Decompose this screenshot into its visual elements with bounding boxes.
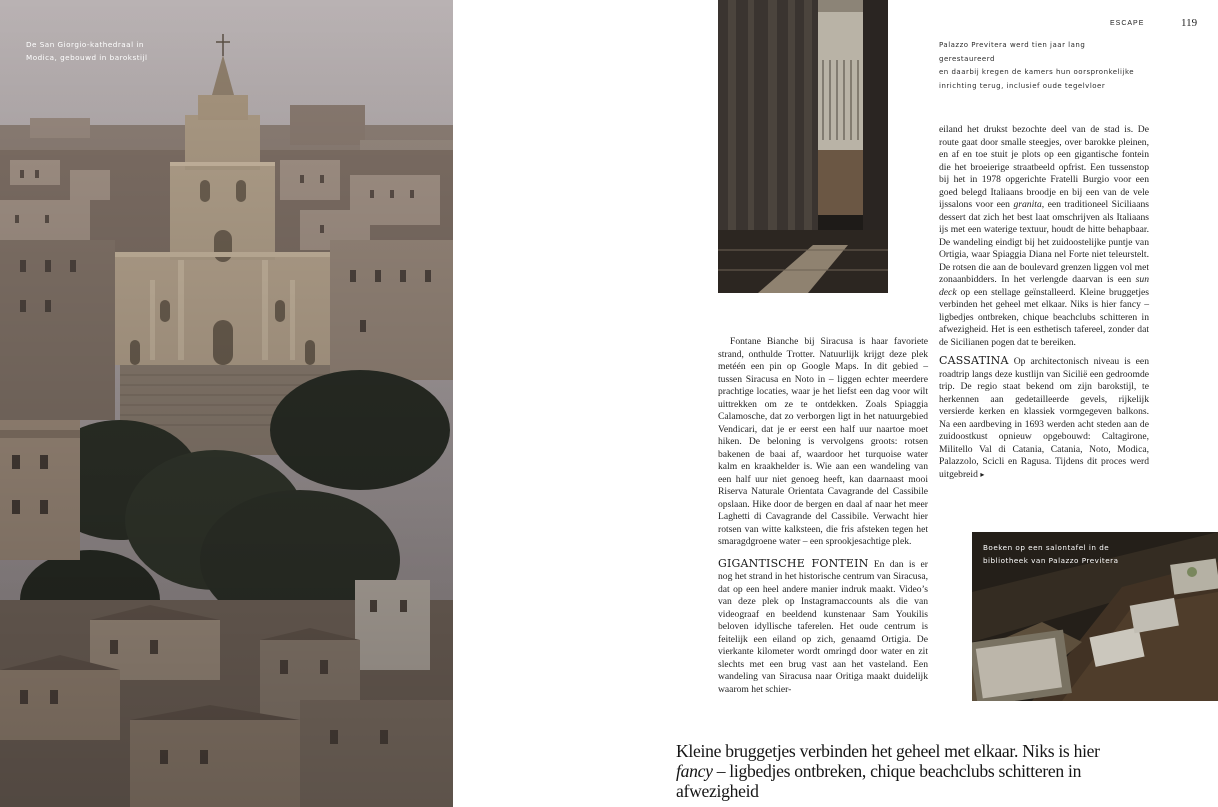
paragraph-text: op een stellage geïnstalleerd. Kleine bruggetjes verbinden het geheel met elkaar. Niks is hier fancy – ligbedjes ontbreken, chique beachclubs schitteren in afwezigheid. Het is een esthetisch tafereel, zonder dat de Sicilianen pogen dat te bereiken. [939,286,1149,348]
body-paragraph [718,558,928,697]
paragraph-text: Op architectonisch niveau is een roadtrip langs deze kustlijn van Sicilië een gedroomde trip. De regio staat bekend om zijn barokstijl, te herkennen aan gedetailleerde gevels, rijkelijk versierde kerken en klassiek vormgegeven balkons. Na een aardbeving in 1693 werden acht steden aan de zuidoostkust opnieuw opgebouwd: Caltagirone, Militello Val di Catania, Catania, Noto, Modica, Palazzolo, Scicli en Ragusa. Tijdens dit proces werd uitgebreid [939,356,1149,480]
caption-line: inrichting terug, inclusief oude tegelvloer [939,81,1106,90]
page-number: 119 [1181,17,1198,29]
paragraph-text: Fontane Bianche bij Siracusa is haar favoriete strand, onthulde Trotter. Natuurlijk krijgt deze plek metéén een pin op Google Maps. In dit gebied – tussen Siracusa en Noto in – liggen echter meerdere prachtige locaties, waar je het liefst een dag voor wilt uittrekken om ze te ontdekken. Zoals Spiaggia Calamosche, dat zo verborgen ligt in het natuurgebied Vendicari, dat je er eerst een half uur naartoe moet hiken. De beloning is vervolgens groots: rotsen bakenen de baai af, waardoor het turquoise water kalm en kraakhelder is. Wie aan een wandeling van een half uur niet genoeg heeft, kan daarnaast mooi Riserva Naturale Orientata Cavagrande del Cassibile opslaan. Hike door de bergen en daal af naar het meer Laghetti di Cavagrande del Cassibile. Verwacht hier rotsen van witte kalksteen, die fris afsteken tegen het smaragdgroene water – een sprookjesachtige plek. [718,336,928,547]
cathedral-photo [0,0,453,807]
paragraph-text: , een traditioneel Siciliaans dessert dat zich het best laat omschrijven als Italiaans ijs met een waterige textuur, houdt de hitte behapbaar. De wandeling eindigt bij het zuidoostelijke puntje van Ortigia, waar Spiaggia Diana nel Forte niet teleurstelt. De rotsen die aan de boulevard grenzen liggen vol met zonaanbidders. In het verlengde daarvan is een [939,199,1149,285]
quote-text: – ligbedjes ontbreken, chique beachclubs schitteren in afwezigheid [676,761,1082,801]
palazzo-window-image [718,0,888,293]
body-paragraph [939,355,1149,481]
article-column-left [718,336,928,696]
italic-term: sun deck [939,274,1149,298]
paragraph-text: En dan is er nog het strand in het historische centrum van Siracusa, dat op een heel andere manier indruk maakt. Video’s van deze plek op Instagramaccounts als die van videograaf en beeldend kunstenaar Sam Youkilis beloven idyllische taferelen. Het oude centrum is feitelijk een eiland op zich, genaamd Ortigia. De vierkante kilometer wordt omringd door water en zit slechts met een brug vast aan het vasteland. Een wandeling van Siracusa naar Oritiga maakt duidelijk waarom het schier- [718,558,928,695]
pull-quote [676,741,1126,801]
quote-text: Kleine bruggetjes verbinden het geheel met elkaar. Niks is hier [676,741,1100,761]
caption-line: bibliotheek van Palazzo Previtera [983,556,1119,565]
article-column-right [939,124,1149,481]
cathedral-caption [26,38,148,64]
body-paragraph [939,124,1149,349]
library-caption [983,541,1119,567]
body-paragraph [718,336,928,549]
window-photo [718,0,888,293]
quote-emphasis: fancy [676,761,713,781]
modica-cityscape-image [0,0,453,807]
caption-line: Palazzo Previtera werd tien jaar lang gerestaureerd [939,41,1086,63]
palazzo-caption [939,39,1139,93]
continue-arrow-icon: ▸ [980,469,985,479]
caption-line: De San Giorgio-kathedraal in [26,40,144,49]
caption-line: Boeken op een salontafel in de [983,543,1110,552]
paragraph-text: eiland het drukst bezochte deel van de stad is. De route gaat door smalle steegjes, over barokke pleinen, en af en toe stuit je plots op een gigantische fontein die het broeierige straatbeeld opfrist. Een tussenstop bij het in 1978 opgerichte Fratelli Burgio voor een goed belegd Italiaans broodje en bij een van de vele ijssalons voor een [939,124,1149,210]
section-heading: CASSATINA [939,354,1009,367]
section-label: ESCAPE [1110,20,1145,27]
section-heading: GIGANTISCHE FONTEIN [718,556,869,570]
caption-line: en daarbij kregen de kamers hun oorspronkelijke [939,68,1135,76]
caption-line: Modica, gebouwd in barokstijl [26,53,148,62]
italic-term: granita [1013,199,1042,210]
